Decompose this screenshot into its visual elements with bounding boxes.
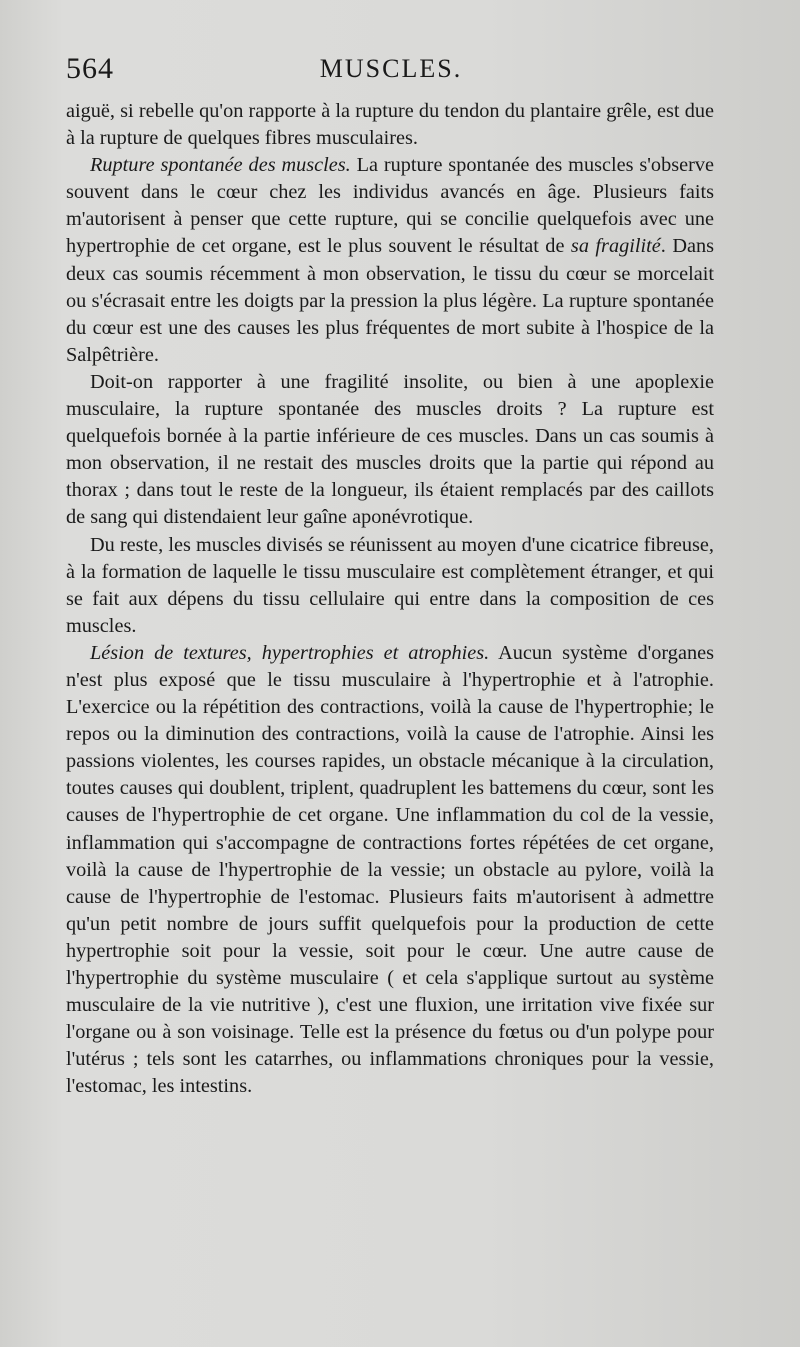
- paragraph-2-text-after: . Dans deux cas soumis récemment à mon observation, le tissu du cœur se morcelait ou s'écrasait entre les doigts par la pression la plus légère. La rupture spontanée du cœur est une des causes les plus fréquentes de mort subite à l'hospice de la Salpêtrière.: [66, 235, 714, 366]
- paragraph-5: [66, 640, 714, 1101]
- paragraph-2-text-before: La rupture spontanée des muscles s'observe souvent dans le cœur chez les individus avancés en âge. Plusieurs faits m'autorisent à penser que cette rupture, qui se concilie quelquefois avec une hypertrophie de cet organe, est le plus souvent le résultat de: [66, 154, 714, 258]
- section-heading-rupture: Rupture spontanée des muscles.: [90, 154, 351, 177]
- paragraph-2: [66, 152, 714, 369]
- paragraph-4: [66, 532, 714, 640]
- body-text: [66, 98, 714, 1100]
- paragraph-1: [66, 98, 714, 152]
- paragraph-1-text: aiguë, si rebelle qu'on rapporte à la rupture du tendon du plantaire grêle, est due à la rupture de quelques fibres musculaires.: [66, 100, 714, 150]
- paragraph-3: [66, 369, 714, 532]
- emphasis-fragilite: sa fragilité: [570, 235, 661, 258]
- page-number: 564: [66, 52, 114, 85]
- paragraph-4-text: Du reste, les muscles divisés se réunissent au moyen d'une cicatrice fibreuse, à la formation de laquelle le tissu musculaire est complètement étranger, et qui se fait aux dépens du tissu cellulaire qui entre dans la composition de ces muscles.: [66, 533, 714, 637]
- page-header: [66, 52, 716, 92]
- paragraph-3-text: Doit-on rapporter à une fragilité insolite, ou bien à une apoplexie musculaire, la rupture spontanée des muscles droits ? La rupture est quelquefois bornée à la partie inférieure de ces muscles. Dans un cas soumis à mon observation, il ne restait des muscles droits que la partie qui répond au thorax ; dans tout le reste de la longueur, ils étaient remplacés par des caillots de sang qui distendaient leur gaîne aponévrotique.: [66, 370, 714, 529]
- running-title: MUSCLES.: [319, 54, 463, 83]
- paragraph-5-text: Aucun système d'organes n'est plus exposé que le tissu musculaire à l'hypertrophie et à l'atrophie. L'exercice ou la répétition des contractions, voilà la cause de l'hypertrophie; le repos ou la diminution des contractions, voilà la cause de l'atrophie. Ainsi les passions violentes, les courses rapides, un obstacle mécanique à la circulation, toutes causes qui doublent, triplent, quadruplent les battemens du cœur, sont les causes de l'hypertrophie de cet organe. Une inflammation du col de la vessie, inflammation qui s'accompagne de contractions fortes répétées de cet organe, voilà la cause de l'hypertrophie de la vessie; un obstacle au pylore, voilà la cause de l'hypertrophie de l'estomac. Plusieurs faits m'autorisent à admettre qu'un petit nombre de jours suffit quelquefois pour la production de cette hypertrophie soit pour la vessie, soit pour le cœur. Une autre cause de l'hypertrophie du système musculaire ( et cela s'applique surtout au système musculaire de la vie nutritive ), c'est une fluxion, une irritation vive fixée sur l'organe ou à son voisinage. Telle est la présence du fœtus ou d'un polype pour l'utérus ; tels sont les catarrhes, ou inflammations chroniques pour la vessie, l'estomac, les intestins.: [66, 641, 714, 1098]
- section-heading-lesion: Lésion de textures, hypertrophies et atrophies.: [90, 641, 490, 664]
